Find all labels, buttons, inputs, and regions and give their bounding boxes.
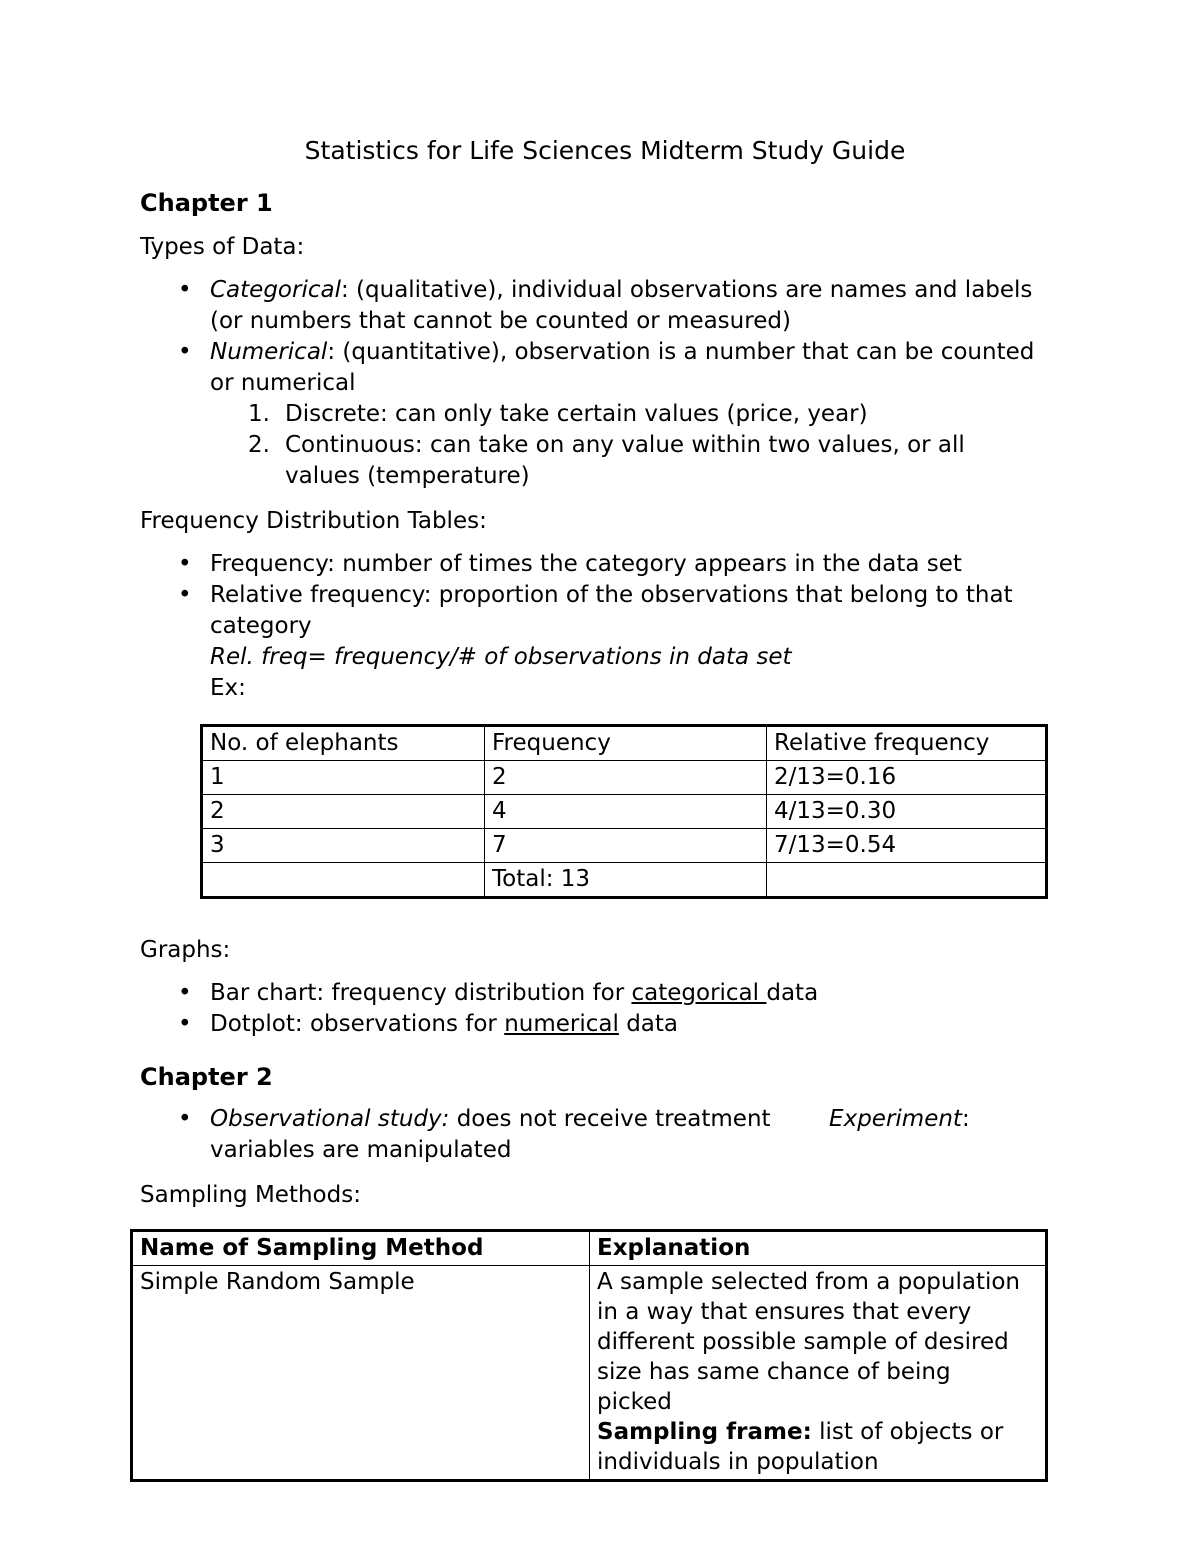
numerical-sublist	[0, 399, 1200, 492]
table-cell: 2	[485, 761, 767, 795]
table-cell: 4	[485, 795, 767, 829]
experiment-term: Experiment	[829, 1106, 962, 1132]
list-item-text-underlined: numerical	[504, 1011, 619, 1037]
types-of-data-label: Types of Data:	[140, 234, 305, 260]
column-header-relative-frequency: Relative frequency	[767, 726, 1047, 761]
list-item	[0, 978, 1200, 1009]
list-item	[0, 430, 1200, 492]
table-cell: 4/13=0.30	[767, 795, 1047, 829]
list-item-text-post: data	[618, 1011, 679, 1037]
explanation-line: in a way that ensures that every	[597, 1299, 972, 1325]
explanation-bold-term-wrapper	[597, 1419, 1003, 1475]
explanation-line: A sample selected from a population	[597, 1269, 1021, 1295]
tab-gap	[771, 1106, 830, 1132]
graphs-label: Graphs:	[140, 937, 231, 963]
list-marker: 1.	[248, 401, 270, 427]
table-cell	[767, 863, 1047, 898]
list-marker: 2.	[248, 432, 270, 458]
table-header-row	[132, 1231, 1047, 1266]
bullet-icon: •	[178, 582, 192, 608]
rel-freq-formula: Rel. freq= frequency/# of observations in data set	[210, 644, 792, 670]
bullet-icon: •	[178, 1011, 192, 1037]
column-header-explanation: Explanation	[590, 1231, 1047, 1266]
sampling-frame-term: Sampling frame:	[597, 1419, 812, 1445]
table-cell: 7	[485, 829, 767, 863]
table-row	[202, 829, 1047, 863]
chapter-2-list	[0, 1092, 1200, 1166]
frequency-list	[0, 537, 1200, 704]
chapter-1-heading: Chapter 1	[140, 189, 273, 217]
bullet-text: : (qualitative), individual observations are names and labels (or numbers that cannot be counted or measured)	[210, 277, 1033, 334]
explanation-line: size has same chance of being	[597, 1359, 951, 1385]
list-item	[0, 399, 1200, 430]
list-item-text-underlined: categorical	[631, 980, 767, 1006]
observational-study-term: Observational study:	[210, 1106, 450, 1132]
example-label: Ex:	[210, 675, 246, 701]
list-item	[0, 1009, 1200, 1040]
list-item	[0, 580, 1200, 704]
experiment-text: : variables are manipulated	[210, 1106, 970, 1163]
list-item	[0, 337, 1200, 399]
column-header-no-of-elephants: No. of elephants	[202, 726, 485, 761]
bullet-icon: •	[178, 277, 192, 303]
table-cell-explanation	[590, 1266, 1047, 1481]
table-row	[202, 795, 1047, 829]
bullet-term: Numerical	[210, 339, 328, 365]
frequency-distribution-label: Frequency Distribution Tables:	[140, 508, 487, 534]
list-item-text-pre: Bar chart: frequency distribution for	[210, 980, 632, 1006]
sampling-methods-label: Sampling Methods:	[140, 1182, 361, 1208]
table-cell: 7/13=0.54	[767, 829, 1047, 863]
table-cell: 1	[202, 761, 485, 795]
column-header-name-of-sampling-method: Name of Sampling Method	[132, 1231, 590, 1266]
table-cell-total: Total: 13	[485, 863, 767, 898]
explanation-line: different possible sample of desired	[597, 1329, 1009, 1355]
sampling-methods-table	[130, 1229, 1048, 1482]
list-item-text-post: data	[766, 980, 819, 1006]
list-item-text-pre: Dotplot: observations for	[210, 1011, 505, 1037]
table-total-row	[202, 863, 1047, 898]
table-row	[202, 761, 1047, 795]
frequency-distribution-table	[200, 724, 1048, 899]
sampling-frame-text: list of objects or individuals in population	[597, 1419, 1004, 1475]
list-item	[0, 275, 1200, 337]
sampling-table-container	[0, 1211, 1200, 1482]
table-cell: 2	[202, 795, 485, 829]
bullet-term: Categorical	[210, 277, 341, 303]
table-cell: 2/13=0.16	[767, 761, 1047, 795]
table-cell: 3	[202, 829, 485, 863]
page-title: Statistics for Life Sciences Midterm Study Guide	[304, 136, 906, 165]
column-header-frequency: Frequency	[485, 726, 767, 761]
observational-study-text: does not receive treatment	[449, 1106, 771, 1132]
bullet-text: : (quantitative), observation is a number that can be counted or numerical	[210, 339, 1035, 396]
graphs-list	[0, 966, 1200, 1040]
list-item-text: Continuous: can take on any value within two values, or all values (temperature)	[285, 432, 965, 489]
list-item	[0, 1104, 1200, 1166]
list-item-text: Discrete: can only take certain values (price, year)	[285, 401, 868, 427]
elephant-table-container	[0, 704, 1200, 899]
bullet-icon: •	[178, 339, 192, 365]
bullet-icon: •	[178, 980, 192, 1006]
table-cell-method: Simple Random Sample	[132, 1266, 590, 1481]
list-item-text: Frequency: number of times the category appears in the data set	[210, 551, 962, 577]
table-row	[132, 1266, 1047, 1481]
list-item-text: Relative frequency: proportion of the observations that belong to that category	[210, 582, 1013, 639]
explanation-line: picked	[597, 1389, 672, 1415]
chapter-2-heading: Chapter 2	[140, 1063, 273, 1091]
types-of-data-list	[0, 263, 1200, 399]
table-header-row	[202, 726, 1047, 761]
bullet-icon: •	[178, 551, 192, 577]
list-item	[0, 549, 1200, 580]
bullet-icon: •	[178, 1106, 192, 1132]
table-cell	[202, 863, 485, 898]
